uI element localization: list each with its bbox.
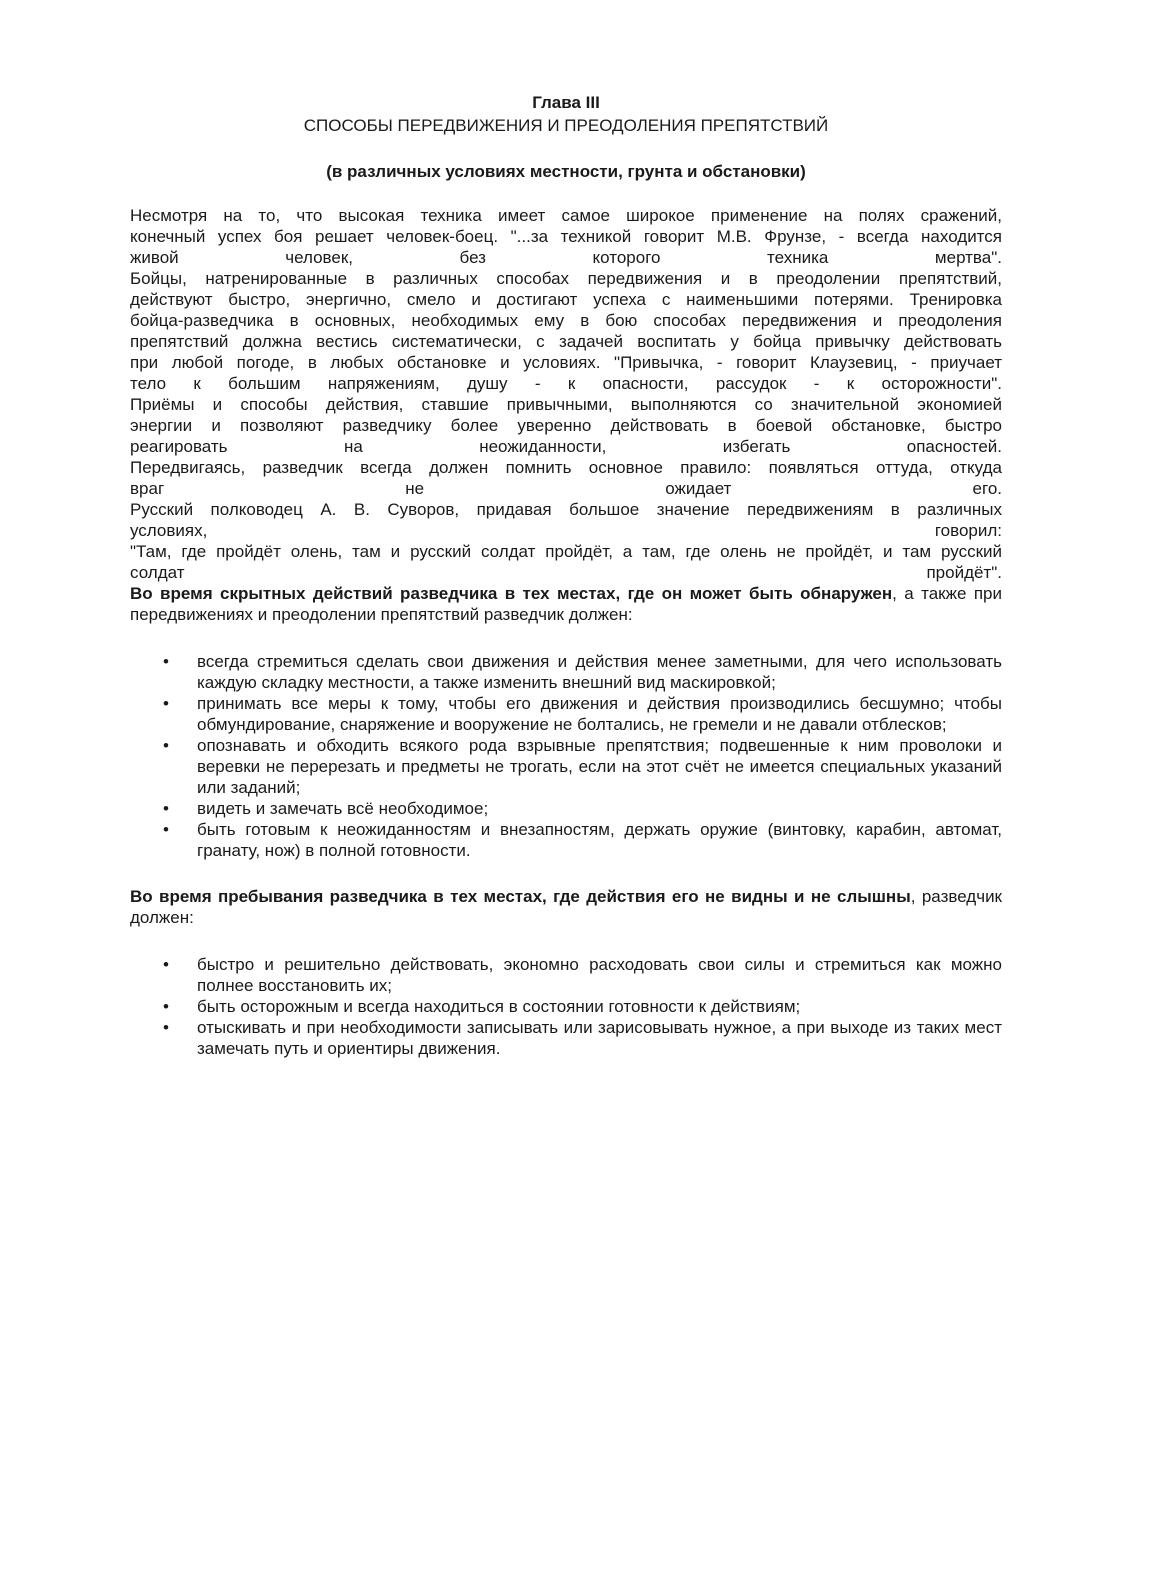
bullet-icon: • — [163, 736, 169, 755]
list-item — [130, 996, 1002, 1017]
list-item — [130, 1017, 1002, 1059]
chapter-subtitle: (в различных условиях местности, грунта и обстановки) — [326, 162, 806, 181]
bullet-icon: • — [163, 652, 169, 671]
paragraph-line: условиях, говорил: — [130, 521, 1002, 540]
paragraph-line: бойца-разведчика в основных, необходимых ему в бою способах передвижения и преодоления — [130, 311, 1002, 330]
paragraph-line: тело к большим напряжениям, душу - к опасности, рассудок - к осторожности". — [130, 374, 1002, 393]
paragraph-line: живой человек, без которого техника мертва". — [130, 248, 1002, 267]
list-item-text: быть осторожным и всегда находиться в состоянии готовности к действиям; — [197, 997, 801, 1016]
list-item — [130, 798, 1002, 819]
list-item — [130, 954, 1002, 996]
paragraph-line: Передвигаясь, разведчик всегда должен помнить основное правило: появляться оттуда, откуда — [130, 458, 1002, 477]
paragraph-line: конечный успех боя решает человек-боец. "...за техникой говорит М.В. Фрунзе, - всегда находится — [130, 227, 1002, 246]
paragraph-line: препятствий должна вестись систематически, с задачей воспитать у бойца привычку действовать — [130, 332, 1002, 351]
paragraph-line: Несмотря на то, что высокая техника имеет самое широкое применение на полях сражений, — [130, 206, 1002, 225]
paragraph-line: враг не ожидает его. — [130, 479, 1002, 498]
bullet-icon: • — [163, 694, 169, 713]
list-item-text: опознавать и обходить всякого рода взрывные препятствия; подвешенные к ним проволоки и веревки не перерезать и предметы не трогать, если на этот счёт не имеется специальных указаний или заданий; — [197, 736, 1002, 797]
section-intro-bold: Во время скрытных действий разведчика в тех местах, где он может быть обнаружен — [130, 584, 893, 603]
bullet-icon: • — [163, 997, 169, 1016]
bullet-icon: • — [163, 799, 169, 818]
chapter-title: СПОСОБЫ ПЕРЕДВИЖЕНИЯ И ПРЕОДОЛЕНИЯ ПРЕПЯТСТВИЙ — [303, 116, 829, 135]
list-item — [130, 735, 1002, 798]
document-page — [130, 92, 1002, 1059]
section-intro-rest: , разведчик должен: — [130, 887, 1002, 927]
list-item-text: принимать все меры к тому, чтобы его движения и действия производились бесшумно; чтобы обмундирование, снаряжение и вооружение не болтались, не гремели и не давали отблесков; — [197, 694, 1002, 734]
list-item — [130, 693, 1002, 735]
list-item-text: отыскивать и при необходимости записывать или зарисовывать нужное, а при выходе из таких мест замечать путь и ориентиры движения. — [197, 1018, 1002, 1058]
section-intro — [130, 886, 1002, 928]
bullet-icon: • — [163, 820, 169, 839]
paragraph-line: Приёмы и способы действия, ставшие привычными, выполняются со значительной экономией — [130, 395, 1002, 414]
list-item-text: всегда стремиться сделать свои движения и действия менее заметными, для чего использовать каждую складку местности, а также изменить внешний вид маскировкой; — [197, 652, 1002, 692]
list-item-text: видеть и замечать всё необходимое; — [197, 799, 489, 818]
bullet-icon: • — [163, 955, 169, 974]
list-item — [130, 819, 1002, 861]
body-text — [130, 205, 1002, 1059]
section-intro-bold: Во время пребывания разведчика в тех местах, где действия его не видны и не слышны — [130, 887, 911, 906]
paragraph-line: Русский полководец А. В. Суворов, придавая большое значение передвижениям в различных — [130, 500, 1002, 519]
list-item-text: быстро и решительно действовать, экономно расходовать свои силы и стремиться как можно полнее восстановить их; — [197, 955, 1002, 995]
chapter-number: Глава III — [532, 93, 600, 112]
paragraph-line: "Там, где пройдёт олень, там и русский солдат пройдёт, а там, где олень не пройдёт, и там русский — [130, 542, 1002, 561]
bullet-list — [130, 651, 1002, 861]
list-item-text: быть готовым к неожиданностям и внезапностям, держать оружие (винтовку, карабин, автомат, гранату, нож) в полной готовности. — [197, 820, 1002, 860]
paragraph-line: при любой погоде, в любых обстановке и условиях. "Привычка, - говорит Клаузевиц, - приучает — [130, 353, 1002, 372]
bullet-list — [130, 954, 1002, 1059]
paragraph-line: энергии и позволяют разведчику более уверенно действовать в боевой обстановке, быстро — [130, 416, 1002, 435]
section-intro-rest: , а также при передвижениях и преодолении препятствий разведчик должен: — [130, 584, 1002, 624]
list-item — [130, 651, 1002, 693]
paragraph-line: Бойцы, натренированные в различных способах передвижения и в преодолении препятствий, — [130, 269, 1002, 288]
section-intro — [130, 583, 1002, 625]
bullet-icon: • — [163, 1018, 169, 1037]
paragraph-line: реагировать на неожиданности, избегать опасностей. — [130, 437, 1002, 456]
paragraph-line: действуют быстро, энергично, смело и достигают успеха с наименьшими потерями. Тренировка — [130, 290, 1002, 309]
paragraph-line: солдат пройдёт". — [130, 563, 1002, 582]
